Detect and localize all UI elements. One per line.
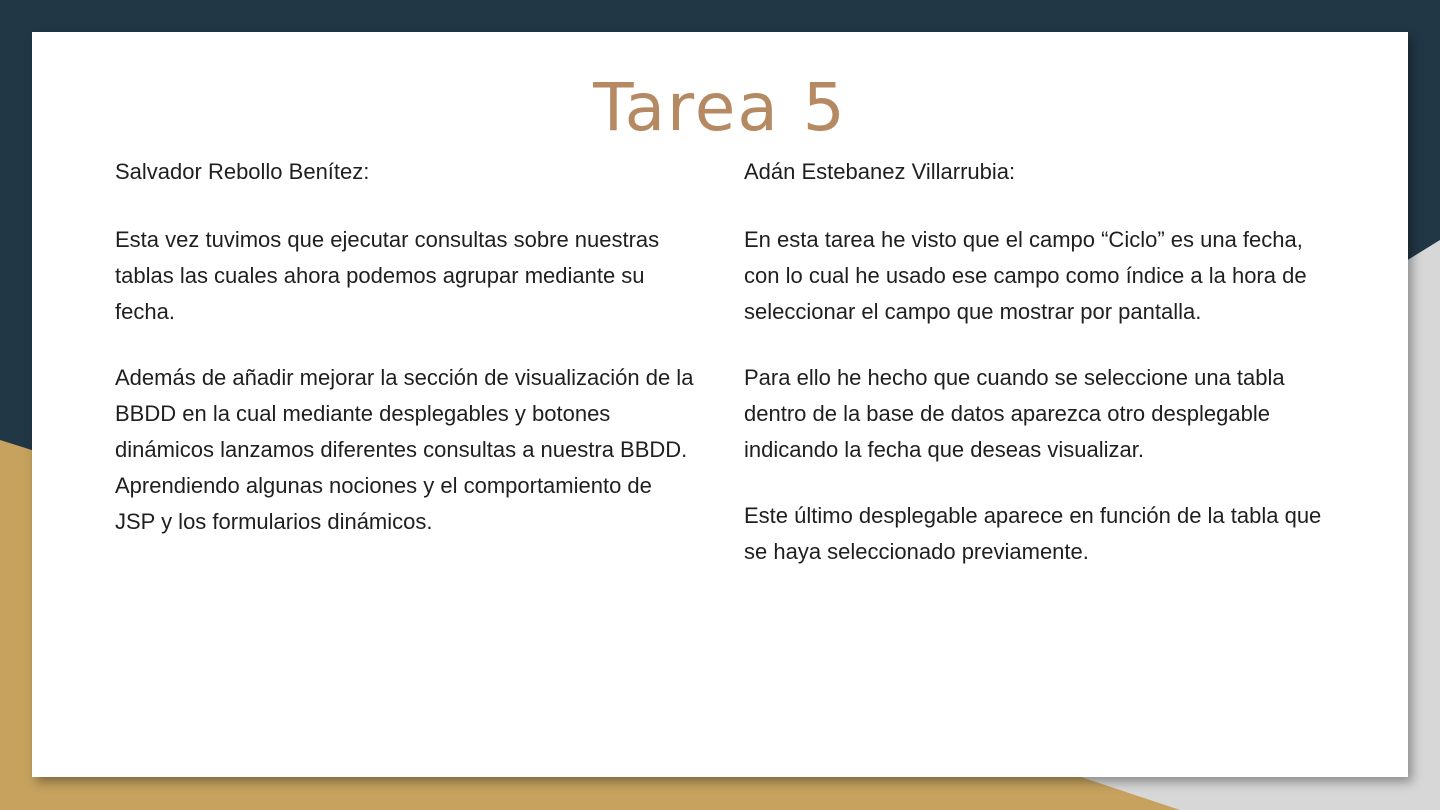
- left-column: [115, 154, 695, 570]
- right-paragraph: En esta tarea he visto que el campo “Ciclo” es una fecha, con lo cual he usado ese campo como índice a la hora de seleccionar el campo que mostrar por pantalla.: [744, 227, 1307, 324]
- left-paragraph: Además de añadir mejorar la sección de visualización de la BBDD en la cual mediante desplegables y botones dinámicos lanzamos diferentes consultas a nuestra BBDD. Aprendiendo algunas nociones y el comportamiento de JSP y los formularios dinámicos.: [115, 365, 694, 534]
- slide-title: Tarea 5: [593, 69, 847, 146]
- left-paragraph: Esta vez tuvimos que ejecutar consultas sobre nuestras tablas las cuales ahora podemos agrupar mediante su fecha.: [115, 227, 660, 324]
- right-column: [744, 154, 1344, 600]
- right-author: Adán Estebanez Villarrubia:: [744, 159, 1016, 184]
- right-paragraph: Este último desplegable aparece en función de la tabla que se haya seleccionado previamente.: [744, 503, 1322, 564]
- right-paragraph: Para ello he hecho que cuando se seleccione una tabla dentro de la base de datos aparezca otro desplegable indicando la fecha que deseas visualizar.: [744, 365, 1285, 462]
- left-author: Salvador Rebollo Benítez:: [115, 159, 370, 184]
- slide-card: [32, 32, 1408, 777]
